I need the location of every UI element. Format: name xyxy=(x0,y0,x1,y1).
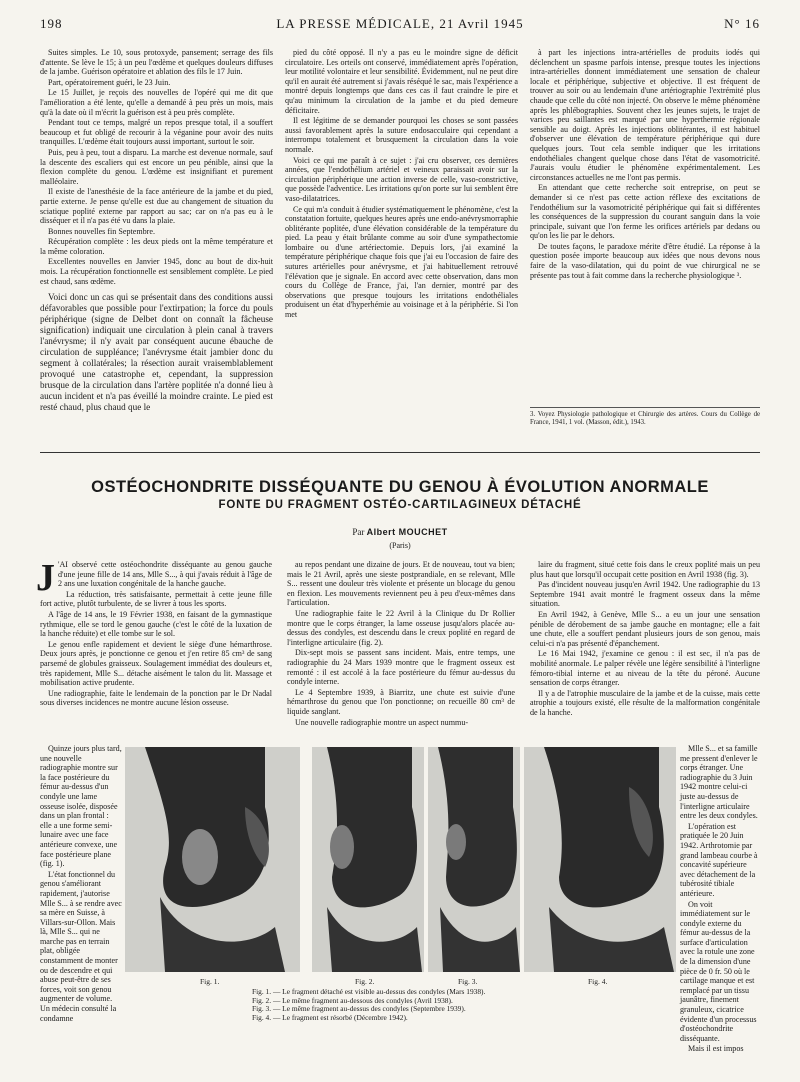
figure-label-1: Fig. 1. xyxy=(200,977,220,986)
paragraph: Pendant tout ce temps, malgré un repos presque total, il a souffert beaucoup et fut obligé de recourir à la véganine pour avoir des nuits tranquilles. L'œdème était toujours aussi important, surtout le soir. xyxy=(40,118,273,147)
figure-label-3: Fig. 3. xyxy=(458,977,478,986)
paragraph: Quinze jours plus tard, une nouvelle radiographie montre sur la face postérieure du fémur au-dessus d'un condyle une lame osseuse isolée, disposée dans un plan frontal : elle a une forme semi-lunaire avec une face antérieure convexe, une face postérieure plane (fig. 1). xyxy=(40,744,122,869)
lower-column-1 xyxy=(36,557,272,742)
paragraph: pied du côté opposé. Il n'y a pas eu le moindre signe de déficit circulatoire. Les orteils ont conservé, immédiatement après l'opération, leur motilité volontaire et leur sensibilité. Évidemment, nul ne peut dire qu'il en aurait été autrement si j'avais réséqué le sac, mais l'expérience a montré depuis longtemps que dans ces cas il faut craindre le pire et qu'au minimum la circulation de la jambe et du pied demeure déficitaire. xyxy=(285,48,518,115)
paragraph: laire du fragment, situé cette fois dans le creux poplité mais un peu plus haut que lorsqu'il occupait cette position en Avril 1938 (fig. 3). xyxy=(530,560,760,579)
drop-cap: J xyxy=(36,557,55,599)
author-city: (Paris) xyxy=(389,541,411,550)
figure-caption: Fig. 4. — Le fragment est résorbé (Décembre 1942). xyxy=(252,1012,408,1022)
paragraph: Récupération complète : les deux pieds ont la même température et la même coloration. xyxy=(40,237,273,256)
xray-figure-3 xyxy=(428,747,520,972)
figure-caption: Fig. 3. — Le même fragment au-dessus des condyles (Septembre 1939). xyxy=(252,1004,466,1014)
paragraph: Suites simples. Le 10, sous protoxyde, pansement; serrage des fils d'attente. Se lève le 15; à un peu l'œdème et quelques douleurs diffuses de la jambe. Guérison opératoire et ablation des fils le 17 Juin. xyxy=(40,48,273,77)
xray-figure-4 xyxy=(524,747,676,972)
paragraph: Puis, peu à peu, tout a disparu. La marche est devenue normale, sauf la descente des escaliers qui est encore un peu pénible, ainsi que la flexion complète du genou. L'œdème est insignifiant et purement malléolaire. xyxy=(40,147,273,186)
paragraph: L'état fonctionnel du genou s'améliorant rapidement, j'autorise Mlle S... à se rendre avec sa mère en Suisse, à Villars-sur-Ollon. Mais là, Mlle S... qui ne marche pas en terrain plat, obligée constamment de monter ou de descendre et qui abuse peut-être de ses forces, voit son genou augmenter de volume. Un médecin consulté la condamne xyxy=(40,869,122,1023)
paragraph: Part, opératoirement guéri, le 23 Juin. xyxy=(48,77,171,87)
figure-label-2: Fig. 2. xyxy=(355,977,375,986)
paragraph: Dix-sept mois se passent sans incident. Mais, entre temps, une radiographie du 24 Mars 1939 montre que le fragment osseux est remonté : il est accolé à la face postérieure du fémur au-dessus du condyle interne. xyxy=(287,648,515,687)
paragraph: Excellentes nouvelles en Janvier 1945, donc au bout de dix-huit mois. La récupération fonctionnelle est sensiblement complète. Le pied est chaud, sans œdème. xyxy=(40,257,273,286)
xray-figure-2 xyxy=(312,747,424,972)
lower-column-3-continued xyxy=(680,744,760,1074)
byline xyxy=(40,527,760,537)
paragraph: 'AI observé cette ostéochondrite disséquante au genou gauche d'une jeune fille de 14 ans, Mlle S..., à qui j'avais réduit à l'âge de 2 ans une luxation congénitale de la hanche gauche. xyxy=(58,560,272,589)
lower-column-2 xyxy=(287,560,515,742)
paragraph: Mlle S... et sa famille me pressent d'enlever le corps étranger. Une radiographie du 3 Juin 1942 montre celui-ci juste au-dessus de l'interligne articulaire entre les deux condyles. xyxy=(680,744,758,821)
paragraph: Bonnes nouvelles fin Septembre. xyxy=(48,226,155,236)
lower-column-3 xyxy=(530,560,760,740)
xray-figure-1 xyxy=(125,747,300,972)
paragraph: à part les injections intra-artérielles de produits iodés qui déclenchent un spasme parfois intense, presque toutes les injections intra-artérielles donnent immédiatement une sensation de chaleur locale et périphérique, subjective et objective. Il est fréquent de trouver au soir ou au lendemain d'une artériographie l'extrémité plus chaude que celle du côté non injecté. On observe le même phénomène après les phlébographies. Souvent chez les jeunes sujets, le trajet de varices peu saillantes est marqué par une hyperthermie régionale sensible au doigt. Après les injections oblitérantes, il est habituel d'observer une élévation de température périphérique qui dure quelques jours. Tout cela semble indiquer que les irritations endothéliales changent quelque chose dans l'état de vasomotricité. J'aurais voulu étudier le phénomène expérimentalement. Les circonstances actuelles ne me l'ont pas permis. xyxy=(530,48,760,182)
page-number: 198 xyxy=(40,16,63,31)
paragraph: Le genou enfle rapidement et devient le siège d'une hémarthrose. Deux jours après, je ponctionne ce genou et j'en retire 85 cm³ de sang parsemé de globules graisseux. Soulagement immédiat des douleurs et, très rapidement, Mlle S... détache aisément le talon du lit. Massage et mobilisation active prudente. xyxy=(40,639,272,688)
paragraph: On voit immédiatement sur le condyle externe du fémur au-dessus de la surface d'articulation avec la rotule une zone de la dimension d'une pièce de 0 fr. 50 où le cartilage manque et est remplacé par un tissu jaunâtre, finement granuleux, cicatrice évidente d'un processus d'ostéochondrite disséquante. xyxy=(680,899,757,1043)
lower-column-1-continued xyxy=(40,744,122,1074)
paragraph: Une radiographie, faite le lendemain de la ponction par le Dr Nadal sous diverses incidences ne montre aucune lésion osseuse. xyxy=(40,688,272,708)
page-header xyxy=(40,16,760,36)
byline-prefix: Par xyxy=(352,527,365,537)
upper-column-3 xyxy=(530,48,760,396)
footnote: 3. Voyez Physiologie pathologique et Chirurgie des artères. Cours du Collège de France, 1941, 1 vol. (Masson, édit.), 1943. xyxy=(530,407,760,441)
figure-caption: Fig. 1. — Le fragment détaché est visible au-dessus des condyles (Mars 1938). xyxy=(252,987,486,996)
paragraph: Le 16 Mai 1942, j'examine ce genou : il est sec, il n'a pas de mobilité anormale. Le palper révèle une légère sensibilité à l'interligne fémoro-tibial interne et au niveau de la tête du péroné. Aucune sensation de corps étranger. xyxy=(530,649,760,688)
paragraph: L'opération est pratiquée le 20 Juin 1942. Arthrotomie par grand lambeau courbe à concavité supérieure avec détachement de la tubérosité tibiale antérieure. xyxy=(680,821,758,898)
paragraph: Il y a de l'atrophie musculaire de la jambe et de la cuisse, mais cette atrophie a toujours existé, elle résulte de la malformation congénitale de la hanche. xyxy=(530,688,760,717)
author-name: Albert MOUCHET xyxy=(366,527,448,537)
paragraph: A l'âge de 14 ans, le 19 Février 1938, en faisant de la gymnastique rythmique, elle se tord le genou gauche (c'est le côté de la luxation de la hanche réduite) et elle tombe sur le sol. xyxy=(40,609,272,639)
upper-column-1 xyxy=(40,48,273,413)
paragraph: Voici donc un cas qui se présentait dans des conditions aussi défavorables que possible pour l'extirpation; la force du pouls périphérique (signe de Delbet dont on connaît la fâcheuse signification) indiquait une circulation à plein canal à travers l'anévrysme; il n'y avait par conséquent aucune ébauche de circulation de suppléance; l'anévrysme était jambier donc du segment à collatérales; la résection aurait vraisemblablement provoqué une catastrophe et, cependant, la suppression brusque de la circulation dans l'artère poplitée n'a donné lieu à aucun incident et n'a pas éveillé la moindre crainte. Le pied est resté chaud, plus chaud que le xyxy=(40,292,273,413)
paragraph: De toutes façons, le paradoxe mérite d'être étudié. La réponse à la question posée importe beaucoup aux idées que nous devons nous faire de la vaso-dilatation, qui du point de vue chirurgical ne se présente pas tout à fait comme dans la recherche physiologique ³. xyxy=(530,241,760,280)
paragraph: Pas d'incident nouveau jusqu'en Avril 1942. Une radiographie du 13 Septembre 1941 avait montré le fragment osseux dans la même situation. xyxy=(530,580,760,609)
journal-title: LA PRESSE MÉDICALE, 21 Avril 1945 xyxy=(276,16,524,31)
paragraph: Mais il est impos xyxy=(688,1044,744,1054)
paragraph: Il est légitime de se demander pourquoi les choses se sont passées aussi favorablement après la suture endosacculaire qui cependant a interrompu totalement et brusquement la circulation dans la voie normale. xyxy=(285,116,518,154)
paragraph: Le 4 Septembre 1939, à Biarritz, une chute est suivie d'une hémarthrose du genou que l'on ponctionne; on recueille 80 cm³ de liquide sanglant. xyxy=(287,687,515,716)
paragraph: au repos pendant une dizaine de jours. Et de nouveau, tout va bien; mais le 21 Avril, après une sieste postprandiale, en se relevant, Mlle S... ressent une douleur très violente et présente un blocage du genou en flexion. Les mouvements reviennent peu à peu d'eux-mêmes dans l'articulation. xyxy=(287,560,515,608)
figure-caption: Fig. 2. — Le même fragment au-dessous des condyles (Avril 1938). xyxy=(252,995,453,1005)
figure-label-4: Fig. 4. xyxy=(588,977,608,986)
paragraph: Une nouvelle radiographie montre un aspect nummu- xyxy=(295,717,469,727)
upper-column-2 xyxy=(285,48,518,444)
figure-captions xyxy=(252,988,552,1022)
article-subtitle: FONTE DU FRAGMENT OSTÉO-CARTILAGINEUX DÉTACHÉ xyxy=(218,499,582,511)
article-title: OSTÉOCHONDRITE DISSÉQUANTE DU GENOU À ÉVOLUTION ANORMALE xyxy=(91,478,709,496)
paragraph: Une radiographie faite le 22 Avril à la Clinique du Dr Rollier montre que le corps étranger, la lame osseuse jusqu'alors placée au-dessus des condyles, est descendu dans le creux poplité en regard de l'interligne articulaire (fig. 2). xyxy=(287,608,515,647)
paragraph: En attendant que cette recherche soit entreprise, on peut se demander si ce n'est pas cette action réflexe des excitations de l'endothélium sur la vasomotricité périphérique qui fait si différentes les conséquences de la suppression du courant sanguin dans la voie principale, suivant que l'on ferme les orifices artériels par dedans ou qu'on les lie par le dehors. xyxy=(530,183,760,241)
issue-number: N° 16 xyxy=(724,16,760,31)
section-divider xyxy=(40,452,760,453)
paragraph: Voici ce qui me paraît à ce sujet : j'ai cru observer, ces dernières années, que l'endothélium artériel et veineux paraissait avoir sur la circulation périphérique une action inverse de celle, vaso-constrictive, que possède l'adventice. Les irritations qu'on porte sur lui semblent être vaso-dilatatrices. xyxy=(285,155,518,203)
paragraph: Il existe de l'anesthésie de la face antérieure de la jambe et du pied, partie externe. Je pense qu'elle est due au changement de situation du sciatique poplité externe par rapport au sac; car on n'a pas eu à le disséquer et il n'a pas été vu dans la plaie. xyxy=(40,187,273,226)
paragraph: En Avril 1942, à Genève, Mlle S... a eu un jour une sensation pénible de dérobement de sa jambe gauche en montagne; elle a fait une chute, elle a souffert pendant plusieurs jours de son genou, mais celui-ci n'a pas présenté d'épanchement. xyxy=(530,609,760,648)
paragraph: La réduction, très satisfaisante, permettait à cette jeune fille fort active, plutôt turbulente, de se livrer à tous les sports. xyxy=(40,589,272,609)
paragraph: Le 15 Juillet, je reçois des nouvelles de l'opéré qui me dit que l'amélioration a été lente, qu'elle a demandé à peu près un mois, mais qu'à la date où il m'écrit la guérison est à peu près complète. xyxy=(40,88,273,117)
paragraph: Ce qui m'a conduit à étudier systématiquement le phénomène, c'est la constatation fortuite, quelques heures après une endo-anévrysmorraphie oblitérante poplitée, d'une élévation considérable de la température du pied. La peau y était brûlante comme au soir d'une sympathectomie lombaire ou d'une artériectomie. Depuis lors, j'ai examiné la température périphérique chaque fois que j'ai eu l'occasion de faire des sutures artérielles pour anévrysme, et j'ai habituellement retrouvé l'élévation que je signale. En accord avec cette observation, dans mon cours du Collège de France, j'ai, l'an dernier, montré par des observations que presque toujours les irritations endothéliales produisent un état d'hyperhémie au voisinage et à la périphérie. Si l'on met xyxy=(285,204,518,320)
